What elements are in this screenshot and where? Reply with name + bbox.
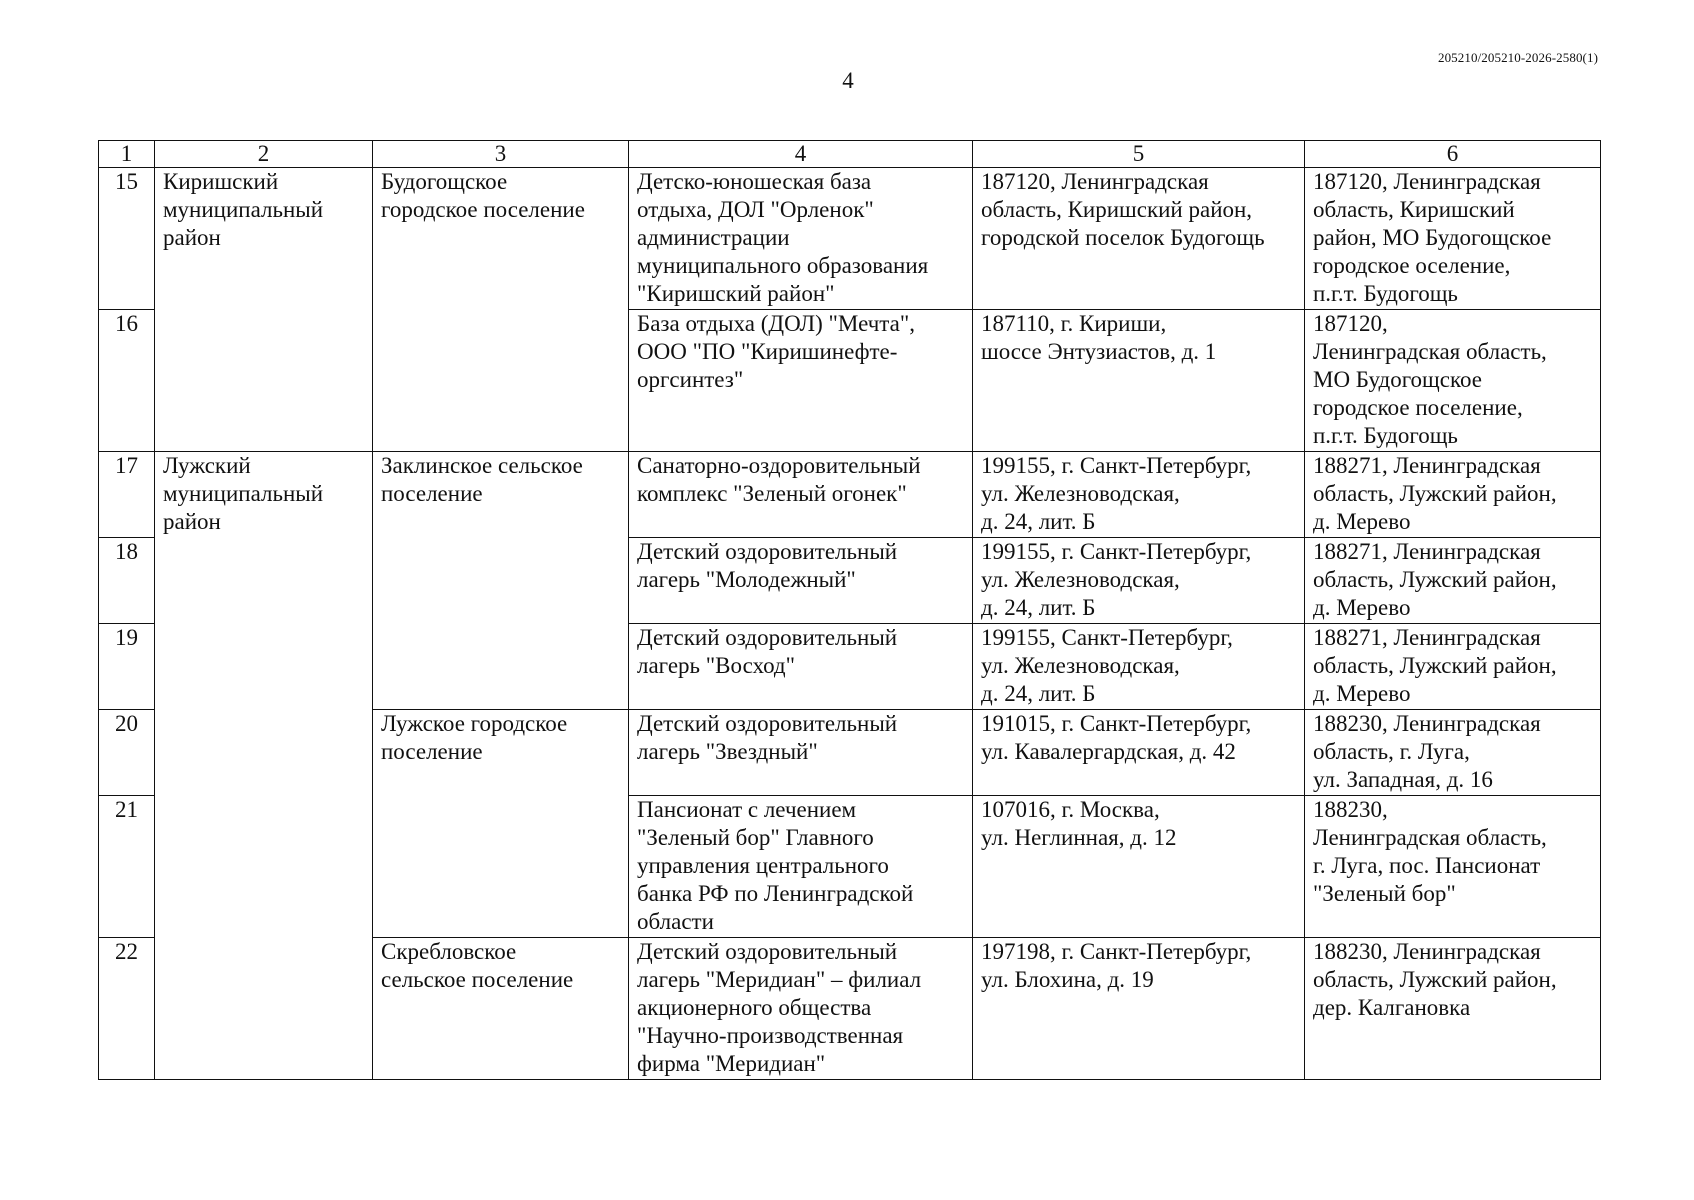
facility-name: Детский оздоровительный лагерь "Восход" bbox=[629, 624, 973, 710]
column-header: 1 bbox=[99, 141, 155, 168]
legal-address: 197198, г. Санкт-Петербург, ул. Блохина, д. 19 bbox=[973, 938, 1305, 1080]
column-header: 2 bbox=[155, 141, 373, 168]
column-header: 6 bbox=[1305, 141, 1601, 168]
actual-address: 188230, Ленинградская область, г. Луга, ул. Западная, д. 16 bbox=[1305, 710, 1601, 796]
column-header: 3 bbox=[373, 141, 629, 168]
settlement-cell: Заклинское сельское поселение bbox=[373, 452, 629, 710]
actual-address: 188271, Ленинградская область, Лужский район, д. Мерево bbox=[1305, 452, 1601, 538]
legal-address: 187110, г. Кириши, шоссе Энтузиастов, д. 1 bbox=[973, 310, 1305, 452]
row-number: 22 bbox=[99, 938, 155, 1080]
district-cell: Лужский муниципальный район bbox=[155, 452, 373, 1080]
column-header: 4 bbox=[629, 141, 973, 168]
actual-address: 188271, Ленинградская область, Лужский район, д. Мерево bbox=[1305, 538, 1601, 624]
legal-address: 107016, г. Москва, ул. Неглинная, д. 12 bbox=[973, 796, 1305, 938]
row-number: 21 bbox=[99, 796, 155, 938]
legal-address: 191015, г. Санкт-Петербург, ул. Кавалергардская, д. 42 bbox=[973, 710, 1305, 796]
document-id: 205210/205210-2026-2580(1) bbox=[1437, 50, 1598, 65]
row-number: 16 bbox=[99, 310, 155, 452]
facility-name: Детский оздоровительный лагерь "Молодежный" bbox=[629, 538, 973, 624]
row-number: 20 bbox=[99, 710, 155, 796]
table-row bbox=[99, 168, 1601, 310]
district-cell: Киришский муниципальный район bbox=[155, 168, 373, 452]
actual-address: 187120, Ленинградская область, Киришский район, МО Будогощское городское оселение, п.г.т. Будогощь bbox=[1305, 168, 1601, 310]
facility-name: Детский оздоровительный лагерь "Меридиан" – филиал акционерного общества "Научно-производственная фирма "Меридиан" bbox=[629, 938, 973, 1080]
facility-name: База отдыха (ДОЛ) "Мечта", ООО "ПО "Киришинефте- оргсинтез" bbox=[629, 310, 973, 452]
actual-address: 187120, Ленинградская область, МО Будогощское городское поселение, п.г.т. Будогощь bbox=[1305, 310, 1601, 452]
facility-name: Санаторно-оздоровительный комплекс "Зеленый огонек" bbox=[629, 452, 973, 538]
actual-address: 188230, Ленинградская область, Лужский район, дер. Калгановка bbox=[1305, 938, 1601, 1080]
facility-name: Детский оздоровительный лагерь "Звездный" bbox=[629, 710, 973, 796]
row-number: 19 bbox=[99, 624, 155, 710]
settlement-cell: Будогощское городское поселение bbox=[373, 168, 629, 452]
facility-name: Детско-юношеская база отдыха, ДОЛ "Орленок" администрации муниципального образования "Киришский район" bbox=[629, 168, 973, 310]
legal-address: 199155, Санкт-Петербург, ул. Железноводская, д. 24, лит. Б bbox=[973, 624, 1305, 710]
legal-address: 199155, г. Санкт-Петербург, ул. Железноводская, д. 24, лит. Б bbox=[973, 452, 1305, 538]
row-number: 15 bbox=[99, 168, 155, 310]
actual-address: 188230, Ленинградская область, г. Луга, пос. Пансионат "Зеленый бор" bbox=[1305, 796, 1601, 938]
row-number: 18 bbox=[99, 538, 155, 624]
column-header: 5 bbox=[973, 141, 1305, 168]
page-number: 4 bbox=[842, 68, 854, 93]
facility-name: Пансионат с лечением "Зеленый бор" Главного управления центрального банка РФ по Ленинградской области bbox=[629, 796, 973, 938]
settlement-cell: Скребловское сельское поселение bbox=[373, 938, 629, 1080]
column-number-row bbox=[99, 141, 1601, 168]
registry-table bbox=[98, 140, 1601, 1080]
table-row bbox=[99, 452, 1601, 538]
row-number: 17 bbox=[99, 452, 155, 538]
settlement-cell: Лужское городское поселение bbox=[373, 710, 629, 938]
legal-address: 199155, г. Санкт-Петербург, ул. Железноводская, д. 24, лит. Б bbox=[973, 538, 1305, 624]
actual-address: 188271, Ленинградская область, Лужский район, д. Мерево bbox=[1305, 624, 1601, 710]
legal-address: 187120, Ленинградская область, Киришский район, городской поселок Будогощь bbox=[973, 168, 1305, 310]
